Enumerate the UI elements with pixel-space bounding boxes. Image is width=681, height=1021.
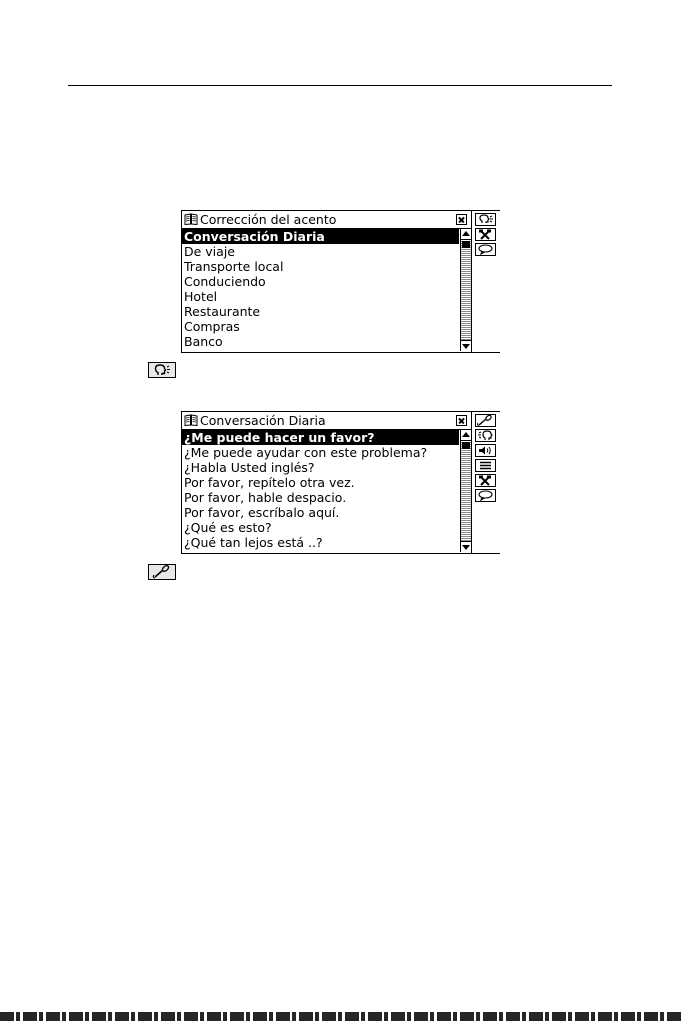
header-rule: [68, 85, 612, 86]
list-item[interactable]: ¿Qué tan lejos está ..?: [184, 535, 323, 550]
list-item[interactable]: Conduciendo: [184, 274, 266, 289]
list-item[interactable]: Restaurante: [184, 304, 261, 319]
list-item[interactable]: Compras: [184, 319, 240, 334]
list-item[interactable]: Por favor, escríbalo aquí.: [184, 505, 340, 520]
list-item[interactable]: ¿Me puede ayudar con este problema?: [184, 445, 428, 460]
speaking-head-icon[interactable]: [475, 429, 496, 442]
tools-icon[interactable]: [475, 228, 496, 241]
scroll-thumb[interactable]: [462, 442, 470, 449]
list-item-selected[interactable]: Conversación Diaria: [182, 229, 459, 244]
title-bar: [182, 211, 471, 229]
screen-accent-correction: [181, 210, 500, 353]
phrase-list: [182, 430, 459, 550]
list-item[interactable]: Transporte local: [184, 259, 284, 274]
list-item-selected[interactable]: ¿Me puede hacer un favor?: [182, 430, 459, 445]
window-title: Corrección del acento: [200, 212, 337, 227]
scroll-thumb[interactable]: [462, 241, 470, 248]
list-item[interactable]: ¿Habla Usted inglés?: [184, 460, 315, 475]
list-item[interactable]: ¿Qué es esto?: [184, 520, 272, 535]
speaking-head-icon: [148, 362, 176, 378]
window-title: Conversación Diaria: [200, 413, 326, 428]
microphone-icon: [148, 564, 176, 580]
close-icon[interactable]: [456, 214, 467, 225]
topic-list: [182, 229, 459, 349]
toolbar-sidebar: [471, 412, 500, 553]
scroll-up-icon[interactable]: [461, 229, 471, 240]
scroll-up-icon[interactable]: [461, 430, 471, 441]
list-item[interactable]: Por favor, repítelo otra vez.: [184, 475, 355, 490]
list-item[interactable]: Hotel: [184, 289, 218, 304]
list-item[interactable]: Banco: [184, 334, 223, 349]
list-item[interactable]: Por favor, hable despacio.: [184, 490, 347, 505]
scroll-down-icon[interactable]: [461, 541, 471, 552]
toolbar-sidebar: [471, 211, 500, 352]
title-bar: [182, 412, 471, 430]
scroll-down-icon[interactable]: [461, 340, 471, 351]
speech-bubble-icon[interactable]: [475, 243, 496, 256]
page-footer-strip: [0, 1012, 681, 1021]
book-icon: [184, 414, 198, 426]
close-icon[interactable]: [456, 415, 467, 426]
speech-bubble-icon[interactable]: [475, 489, 496, 502]
screen-daily-conversation: [181, 411, 500, 554]
speaking-head-icon[interactable]: [475, 213, 496, 226]
tools-icon[interactable]: [475, 474, 496, 487]
list-item[interactable]: De viaje: [184, 244, 235, 259]
speaker-icon[interactable]: [475, 444, 496, 457]
microphone-icon[interactable]: [475, 414, 496, 427]
book-icon: [184, 213, 198, 225]
list-icon[interactable]: [475, 459, 496, 472]
